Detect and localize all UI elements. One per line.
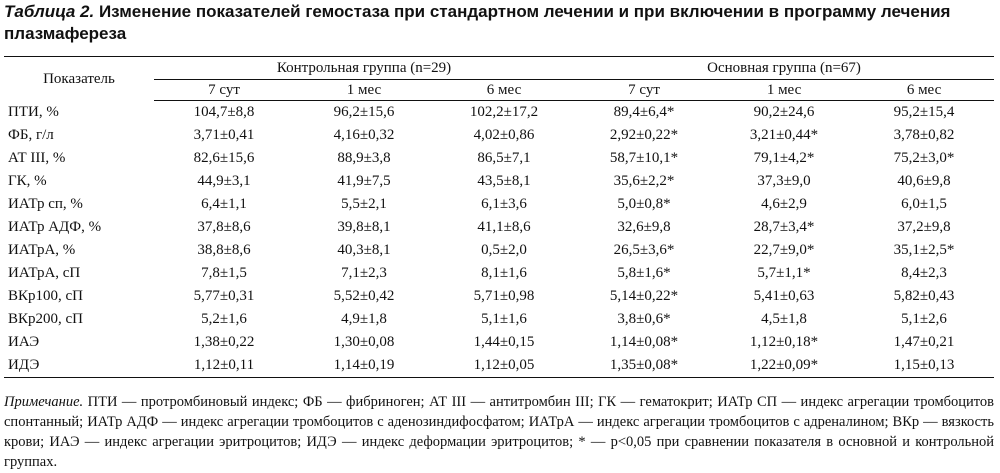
table-cell: 7,1±2,3: [341, 265, 387, 281]
table-cell: 5,71±0,98: [473, 288, 535, 304]
table-header-row: [4, 57, 994, 80]
table-cell: 1,15±0,13: [854, 354, 994, 378]
column-header-period: 6 мес: [854, 80, 994, 101]
table-cell: 1,12±0,11: [154, 354, 294, 378]
row-parameter-name: ГК, %: [8, 173, 47, 189]
table-row: [4, 331, 994, 354]
table-cell: 8,1±1,6: [481, 265, 527, 281]
table-cell: 79,1±4,2*: [753, 150, 815, 166]
table-cell: 1,14±0,08*: [609, 334, 679, 350]
table-row: [4, 147, 994, 170]
table-cell: 41,9±7,5: [337, 173, 391, 189]
table-cell: 1,44±0,15: [473, 334, 535, 350]
table-cell: 1,35±0,08*: [574, 354, 714, 378]
table-cell: 37,8±8,6: [197, 219, 251, 235]
column-header-period: 1 мес: [294, 80, 434, 101]
table-cell: 90,2±24,6: [753, 104, 815, 120]
table-cell: 40,3±8,1: [337, 242, 391, 258]
table-cell: 41,1±8,6: [477, 219, 531, 235]
row-parameter-name: АТ III, %: [8, 150, 66, 166]
column-header-period: 1 мес: [714, 80, 854, 101]
table-cell: 95,2±15,4: [893, 104, 955, 120]
table-cell: 96,2±15,6: [333, 104, 395, 120]
table-cell: 4,6±2,9: [761, 196, 807, 212]
table-row: [4, 285, 994, 308]
table-cell: 0,5±2,0: [481, 242, 527, 258]
table-cell: 35,6±2,2*: [613, 173, 675, 189]
table-cell: 26,5±3,6*: [613, 242, 675, 258]
table-body: [4, 101, 994, 378]
column-header-control-group: Контрольная группа (n=29): [154, 57, 574, 80]
table-cell: 4,02±0,86: [473, 127, 535, 143]
table-cell: 5,52±0,42: [333, 288, 395, 304]
table-cell: 1,12±0,18*: [749, 334, 819, 350]
table-cell: 75,2±3,0*: [893, 150, 955, 166]
table-cell: 3,21±0,44*: [749, 127, 819, 143]
table-cell: 1,38±0,22: [193, 334, 255, 350]
table-cell: 39,8±8,1: [337, 219, 391, 235]
table-cell: 3,8±0,6*: [617, 311, 671, 327]
table-note: [4, 392, 994, 472]
table-row: [4, 101, 994, 125]
table-cell: 4,9±1,8: [341, 311, 387, 327]
table-cell: 6,1±3,6: [481, 196, 527, 212]
table-cell: 1,12±0,05: [434, 354, 574, 378]
row-parameter-name: ИАТрА, %: [8, 242, 76, 258]
table-cell: 4,5±1,8: [761, 311, 807, 327]
table-cell: 5,5±2,1: [341, 196, 387, 212]
caption-text: Изменение показателей гемостаза при стандартном лечении и при включении в программу лечения плазмафереза: [4, 2, 951, 43]
table-cell: 44,9±3,1: [197, 173, 251, 189]
table-row: [4, 170, 994, 193]
table-cell: 89,4±6,4*: [613, 104, 675, 120]
table-cell: 88,9±3,8: [337, 150, 391, 166]
table-cell: 40,6±9,8: [897, 173, 951, 189]
table-cell: 7,8±1,5: [201, 265, 247, 281]
table-cell: 22,7±9,0*: [753, 242, 815, 258]
table-cell: 5,77±0,31: [193, 288, 255, 304]
table-cell: 38,8±8,6: [197, 242, 251, 258]
table-cell: 28,7±3,4*: [753, 219, 815, 235]
row-parameter-name: ПТИ, %: [8, 103, 59, 120]
table-cell: 37,3±9,0: [757, 173, 811, 189]
table-cell: 1,22±0,09*: [714, 354, 854, 378]
table-row: [4, 308, 994, 331]
table-cell: 35,1±2,5*: [893, 242, 955, 258]
table-cell: 5,82±0,43: [893, 288, 955, 304]
table-caption: [4, 1, 994, 45]
row-parameter-name: ИАТр сп, %: [8, 196, 83, 212]
table-cell: 2,92±0,22*: [609, 127, 679, 143]
table-cell: 102,2±17,2: [469, 104, 539, 120]
row-parameter-name: ИАЭ: [8, 334, 40, 350]
table-cell: 5,8±1,6*: [617, 265, 671, 281]
table-cell: 1,14±0,19: [294, 354, 434, 378]
column-header-period: 7 сут: [154, 80, 294, 101]
table-cell: 5,1±1,6: [481, 311, 527, 327]
table-row: [4, 193, 994, 216]
column-header-period: 6 мес: [434, 80, 574, 101]
row-parameter-name: ИАТр АДФ, %: [8, 219, 102, 235]
row-parameter-name: ИДЭ: [4, 354, 154, 378]
table-cell: 1,30±0,08: [333, 334, 395, 350]
note-text: ПТИ — протромбиновый индекс; ФБ — фибриноген; АТ III — антитромбин III; ГК — гематокрит; ИАТр СП — индекс агрегации тромбоцитов спонтанный; ИАТр АДФ — индекс агрегации тромбоцитов с аденозиндифосфатом; ИАТрА — индекс агрегации тромбоцитов с адреналином; ВКр — вязкость крови; ИАЭ — индекс агрегации эритроцитов; ИДЭ — индекс деформации эритроцитов; * — p<0,05 при сравнении показателя в основной и контрольной группах.: [4, 394, 995, 470]
table-row: [4, 124, 994, 147]
table-cell: 3,78±0,82: [893, 127, 955, 143]
table-cell: 82,6±15,6: [193, 150, 255, 166]
table-row: [4, 354, 994, 378]
table-cell: 43,5±8,1: [477, 173, 531, 189]
table-cell: 5,0±0,8*: [617, 196, 671, 212]
table-cell: 4,16±0,32: [333, 127, 395, 143]
row-parameter-name: ВКр200, сП: [8, 311, 83, 327]
table-cell: 5,41±0,63: [753, 288, 815, 304]
row-parameter-name: ФБ, г/л: [8, 127, 54, 143]
table-cell: 37,2±9,8: [897, 219, 951, 235]
table-cell: 6,0±1,5: [901, 196, 947, 212]
row-parameter-name: ИАТрА, сП: [8, 265, 81, 281]
table-cell: 6,4±1,1: [201, 196, 247, 212]
row-parameter-name: ВКр100, сП: [8, 288, 83, 304]
column-header-main-group: Основная группа (n=67): [574, 57, 994, 80]
caption-label: Таблица 2.: [4, 2, 95, 21]
table-cell: 3,71±0,41: [193, 127, 255, 143]
table-cell: 5,1±2,6: [901, 311, 947, 327]
table-cell: 104,7±8,8: [193, 104, 255, 120]
table-cell: 5,14±0,22*: [609, 288, 679, 304]
table-row: [4, 216, 994, 239]
table-cell: 5,7±1,1*: [757, 265, 811, 281]
table-cell: 8,4±2,3: [901, 265, 947, 281]
hemostasis-table: [4, 56, 994, 378]
table-cell: 58,7±10,1*: [609, 150, 679, 166]
table-cell: 86,5±7,1: [477, 150, 531, 166]
table-row: [4, 262, 994, 285]
column-header-period: 7 сут: [574, 80, 714, 101]
table-cell: 1,47±0,21: [893, 334, 955, 350]
table-row: [4, 239, 994, 262]
table-cell: 5,2±1,6: [201, 311, 247, 327]
note-label: Примечание.: [4, 394, 84, 410]
table-cell: 32,6±9,8: [617, 219, 671, 235]
column-header-parameter: Показатель: [4, 57, 154, 101]
